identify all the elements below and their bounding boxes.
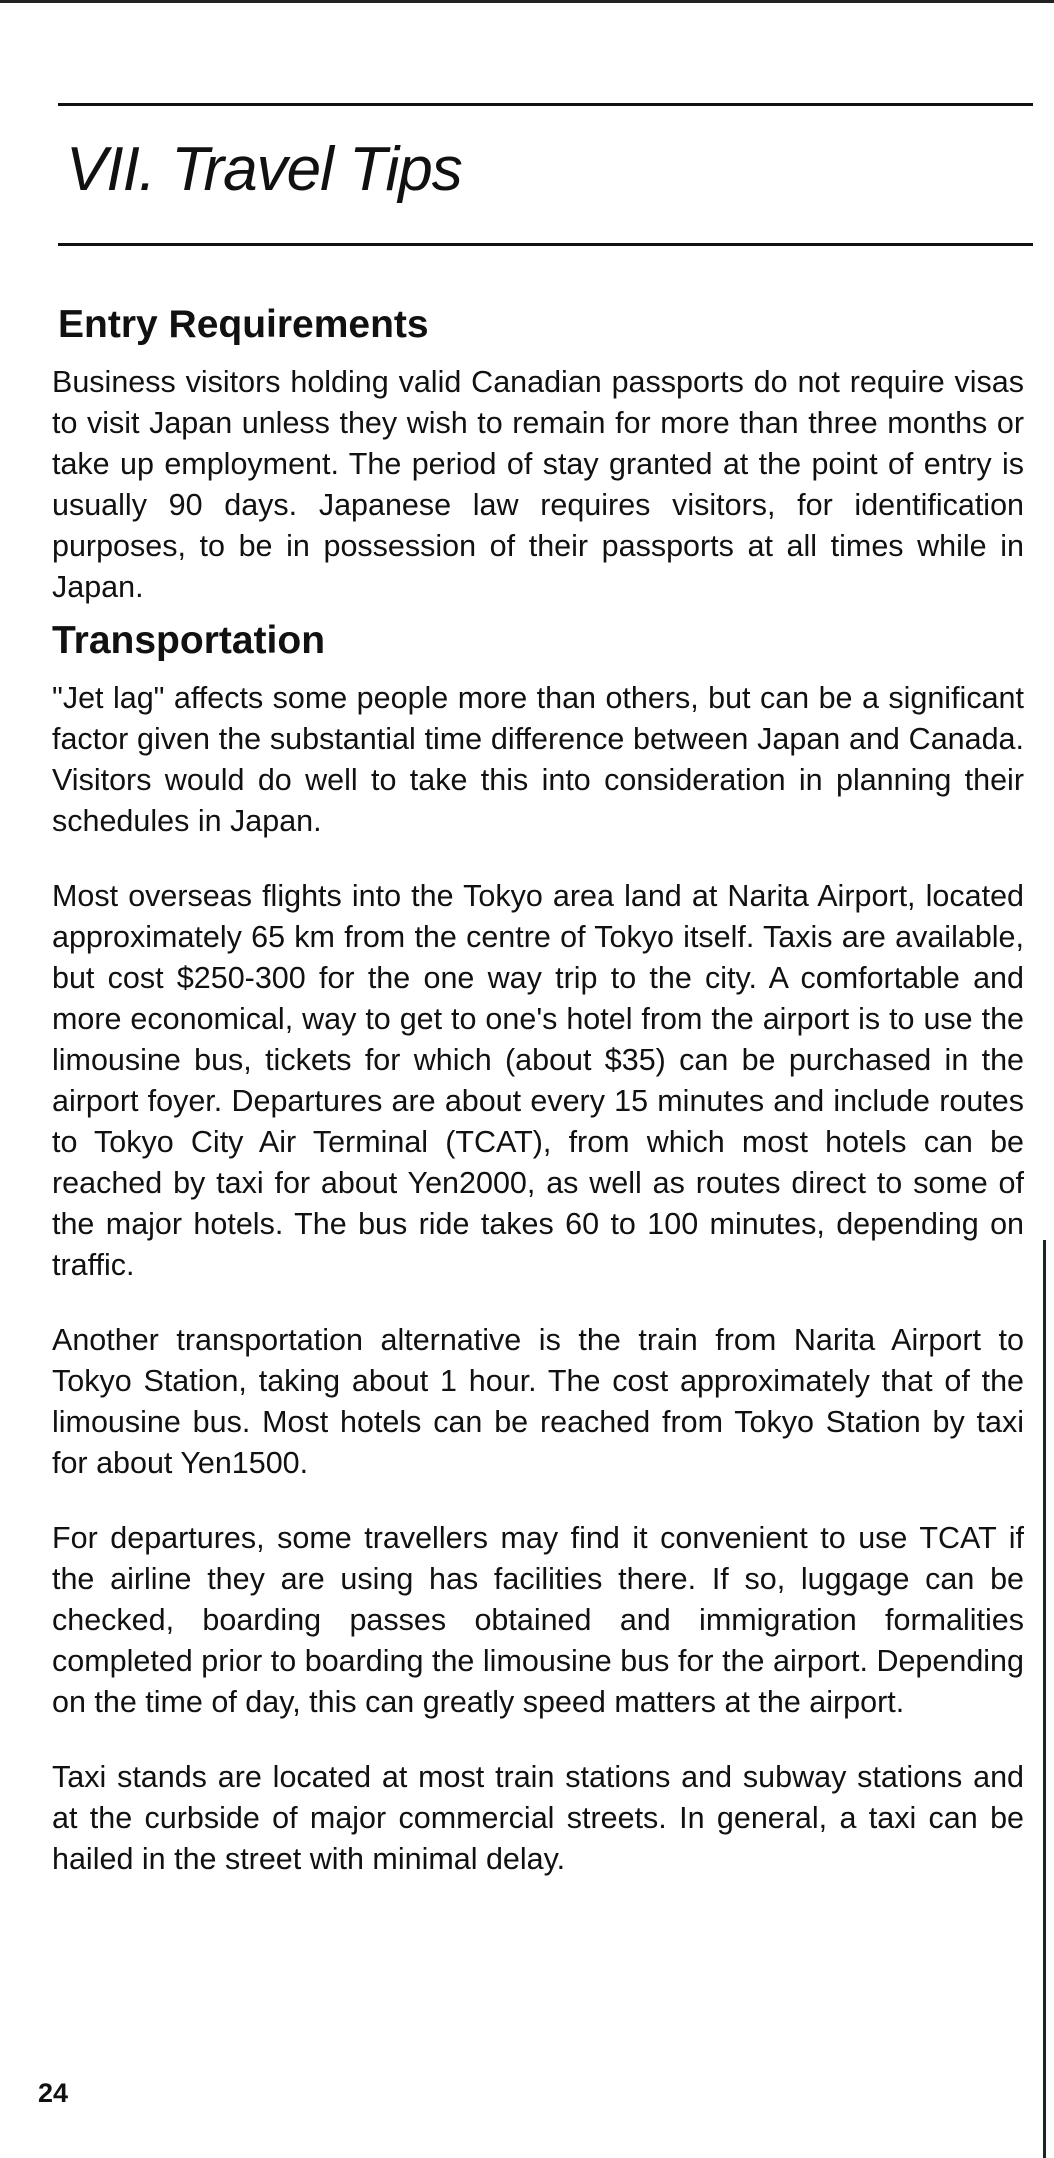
scan-border-right xyxy=(1043,1240,1046,2158)
chapter-title: VII. Travel Tips xyxy=(66,135,462,204)
title-rule-top xyxy=(58,103,1033,106)
section-transportation xyxy=(52,616,1024,1880)
scan-border-top xyxy=(0,0,1054,3)
paragraph: "Jet lag" affects some people more than others, but can be a significant factor given the substantial time difference between Japan and Canada. Visitors would do well to take this into consideration in planning their schedules in Japan. xyxy=(52,681,1024,838)
title-rule-bottom xyxy=(58,243,1033,246)
page-content xyxy=(52,300,1024,1880)
paragraph: Taxi stands are located at most train stations and subway stations and at the curbside of major commercial streets. In general, a taxi can be hailed in the street with minimal delay. xyxy=(52,1760,1024,1876)
paragraph: Most overseas flights into the Tokyo area land at Narita Airport, located approximately 65 km from the centre of Tokyo itself. Taxis are available, but cost $250-300 for the one way trip to the city. A comfortable and more economical, way to get to one's hotel from the airport is to use the limousine bus, tickets for which (about $35) can be purchased in the airport foyer. Departures are about every 15 minutes and include routes to Tokyo City Air Terminal (TCAT), from which most hotels can be reached by taxi for about Yen2000, as well as routes direct to some of the major hotels. The bus ride takes 60 to 100 minutes, depending on traffic. xyxy=(52,879,1024,1282)
page-number: 24 xyxy=(38,2078,69,2108)
section-heading: Entry Requirements xyxy=(58,303,429,346)
section-heading: Transportation xyxy=(52,619,326,662)
section-entry-requirements xyxy=(52,300,1024,608)
paragraph: For departures, some travellers may find it convenient to use TCAT if the airline they are using has facilities there. If so, luggage can be checked, boarding passes obtained and immigration formalities completed prior to boarding the limousine bus for the airport. Depending on the time of day, this can greatly speed matters at the airport. xyxy=(52,1521,1024,1719)
paragraph: Business visitors holding valid Canadian passports do not require visas to visit Japan unless they wish to remain for more than three months or take up employment. The period of stay granted at the point of entry is usually 90 days. Japanese law requires visitors, for identification purposes, to be in possession of their passports at all times while in Japan. xyxy=(52,365,1024,604)
paragraph: Another transportation alternative is the train from Narita Airport to Tokyo Station, taking about 1 hour. The cost approximately that of the limousine bus. Most hotels can be reached from Tokyo Station by taxi for about Yen1500. xyxy=(52,1323,1024,1480)
